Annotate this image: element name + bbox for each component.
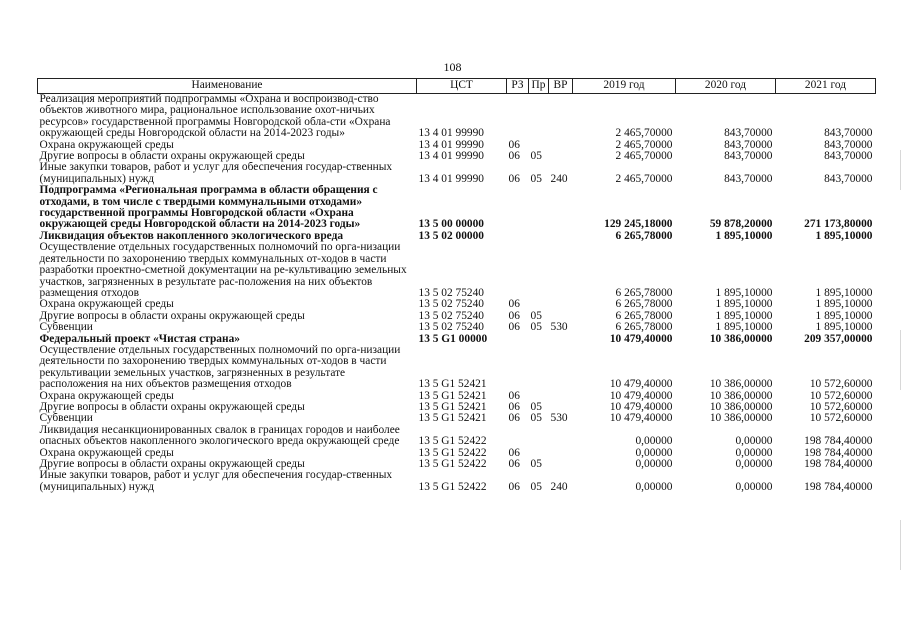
cell-2020: 1 895,10000	[715, 299, 773, 311]
cell-2021: 843,70000	[824, 151, 873, 163]
cell-name: Другие вопросы в области охраны окружающей среды	[39, 401, 305, 413]
cell-pr: 05	[530, 151, 542, 163]
cell-name: Охрана окружающей среды	[39, 447, 174, 459]
cell-name: Субвенции	[39, 413, 93, 425]
table-row	[38, 425, 876, 448]
cell-vr	[549, 425, 573, 448]
cell-cst: 13 5 G1 52422	[418, 447, 487, 459]
cell-name: Охрана окружающей среды	[39, 390, 174, 402]
cell-name: Осуществление отдельных государственных полномочий по орга-низации деятельности по захоронению твердых коммунальных от-ходов в части рекультивации земельных участков, загрязненных в результате расположения на них объектов размещения отходов	[39, 344, 401, 391]
cell-2020: 1 895,10000	[715, 310, 773, 322]
table-row	[38, 459, 876, 470]
cell-cst: 13 5 G1 52421	[418, 413, 487, 425]
cell-cst: 13 5 G1 52421	[418, 401, 487, 413]
cell-2019: 10 479,40000	[609, 390, 673, 402]
cell-cst: 13 5 G1 00000	[418, 333, 488, 345]
cell-2021: 10 572,60000	[809, 390, 873, 402]
cell-vr	[549, 94, 573, 140]
cell-rz: 06	[508, 139, 520, 151]
cell-2019: 10 479,40000	[609, 401, 673, 413]
cell-2020: 843,70000	[724, 127, 773, 140]
cell-vr	[549, 311, 573, 322]
cell-2021: 1 895,10000	[815, 286, 873, 299]
cell-2021: 1 895,10000	[815, 230, 873, 242]
cell-pr	[529, 448, 549, 459]
cell-cst: 13 5 G1 52421	[418, 390, 487, 402]
cell-2019: 2 465,70000	[615, 172, 673, 185]
cell-name: Ликвидация несанкционированных свалок в границах городов и наиболее опасных объектов накопленного экологического вреда окружающей среде	[39, 424, 400, 448]
cell-2020: 0,00000	[735, 447, 773, 459]
cell-cst: 13 5 G1 52422	[418, 480, 487, 493]
cell-name: Иные закупки товаров, работ и услуг для обеспечения государ-ственных (муниципальных) нужд	[39, 162, 393, 185]
cell-2020: 0,00000	[735, 480, 773, 493]
cell-cst: 13 5 02 75240	[418, 299, 484, 311]
cell-cst: 13 4 01 99990	[418, 151, 484, 163]
cell-2021: 843,70000	[824, 139, 873, 151]
table-row	[38, 299, 876, 310]
cell-vr	[549, 185, 573, 231]
cell-2020: 1 895,10000	[715, 322, 773, 334]
table-row	[38, 345, 876, 391]
cell-cst: 13 4 01 99990	[418, 127, 484, 140]
cell-2020: 10 386,00000	[709, 413, 773, 425]
cell-pr	[529, 425, 549, 448]
cell-pr: 05	[530, 172, 542, 185]
cell-2021: 10 572,60000	[809, 401, 873, 413]
table-row	[38, 470, 876, 493]
cell-cst: 13 5 02 75240	[418, 310, 484, 322]
cell-rz: 06	[508, 413, 520, 425]
cell-name: Охрана окружающей среды	[39, 139, 174, 151]
cell-rz: 06	[508, 299, 520, 311]
cell-cst: 13 5 G1 52422	[418, 459, 487, 470]
cell-2020: 10 386,00000	[709, 378, 773, 391]
header-2020: 2020 год	[676, 79, 776, 94]
cell-2021: 198 784,40000	[804, 435, 873, 448]
cell-vr	[549, 299, 573, 310]
cell-2019: 0,00000	[635, 480, 673, 493]
cell-name: Субвенции	[39, 322, 93, 334]
cell-2021: 1 895,10000	[815, 299, 873, 311]
cell-rz: 06	[508, 401, 520, 413]
cell-rz: 06	[508, 447, 520, 459]
cell-2020: 843,70000	[724, 139, 773, 151]
cell-pr	[529, 334, 549, 345]
cell-vr: 240	[550, 480, 568, 493]
cell-pr	[529, 299, 549, 310]
cell-2020: 10 386,00000	[709, 333, 773, 345]
table-row	[38, 94, 876, 140]
cell-vr: 240	[550, 172, 568, 185]
page-number: 108	[443, 60, 462, 74]
cell-pr: 05	[530, 413, 542, 425]
cell-pr	[529, 94, 549, 140]
table-row	[38, 242, 876, 299]
cell-pr	[529, 391, 549, 402]
header-cst: ЦСТ	[417, 79, 507, 94]
cell-2020: 0,00000	[735, 459, 773, 470]
cell-2020: 10 386,00000	[709, 401, 773, 413]
cell-2020: 10 386,00000	[709, 390, 773, 402]
header-vr: ВР	[549, 79, 573, 94]
cell-rz: 06	[508, 172, 520, 185]
cell-name: Реализация мероприятий подпрограммы «Охрана и воспроизвод-ство объектов животного мира, рациональное использование охот-ничьих ресурсов» государственной программы Новгородской обла-сти «Охрана окружающей среды Новгородской области на 2014-2023 годы»	[39, 93, 391, 140]
cell-name: Федеральный проект «Чистая страна»	[39, 333, 240, 345]
cell-vr: 530	[550, 322, 568, 334]
header-pr: Пр	[529, 79, 549, 94]
cell-2020: 1 895,10000	[715, 286, 773, 299]
cell-pr	[529, 185, 549, 231]
table-header-row	[38, 79, 876, 94]
scan-edge-mark	[900, 150, 901, 190]
table-row	[38, 151, 876, 162]
cell-2021: 843,70000	[824, 127, 873, 140]
cell-2020: 843,70000	[724, 151, 773, 163]
cell-2019: 10 479,40000	[609, 333, 673, 345]
cell-rz	[507, 345, 529, 391]
cell-vr	[549, 459, 573, 470]
cell-rz: 06	[508, 310, 520, 322]
cell-name: Иные закупки товаров, работ и услуг для обеспечения государ-ственных (муниципальных) нужд	[39, 470, 393, 493]
cell-cst: 13 5 02 75240	[418, 286, 484, 299]
cell-rz: 06	[508, 480, 520, 493]
cell-rz: 06	[508, 151, 520, 163]
cell-2020: 843,70000	[724, 172, 773, 185]
cell-cst: 13 5 02 75240	[418, 322, 484, 334]
table-row	[38, 391, 876, 402]
cell-cst: 13 4 01 99990	[418, 172, 484, 185]
table-body	[38, 94, 876, 494]
cell-2020: 0,00000	[735, 435, 773, 448]
cell-2019: 0,00000	[635, 459, 673, 470]
cell-2019: 2 465,70000	[615, 127, 673, 140]
cell-2019: 10 479,40000	[609, 413, 673, 425]
cell-vr	[549, 334, 573, 345]
cell-rz: 06	[508, 459, 520, 470]
cell-2021: 1 895,10000	[815, 322, 873, 334]
cell-2019: 6 265,78000	[615, 310, 673, 322]
table-row	[38, 185, 876, 231]
table-row	[38, 311, 876, 322]
header-rz: РЗ	[507, 79, 529, 94]
table-row	[38, 448, 876, 459]
table-row	[38, 334, 876, 345]
cell-2019: 2 465,70000	[615, 151, 673, 163]
cell-pr: 05	[530, 401, 542, 413]
cell-rz	[507, 185, 529, 231]
table-row	[38, 402, 876, 413]
cell-2019: 10 479,40000	[609, 378, 673, 391]
cell-vr	[549, 242, 573, 299]
cell-vr	[549, 391, 573, 402]
cell-rz	[507, 334, 529, 345]
table-row	[38, 162, 876, 185]
cell-2020: 1 895,10000	[715, 230, 773, 242]
cell-vr	[549, 151, 573, 162]
cell-2021: 843,70000	[824, 172, 873, 185]
cell-2019: 0,00000	[635, 435, 673, 448]
cell-pr: 05	[530, 480, 542, 493]
cell-cst: 13 5 02 00000	[418, 230, 484, 242]
cell-2019: 129 245,18000	[604, 218, 673, 231]
cell-2021: 198 784,40000	[804, 447, 873, 459]
cell-2020: 59 878,20000	[709, 218, 773, 231]
cell-pr	[529, 140, 549, 151]
cell-vr	[549, 345, 573, 391]
cell-vr: 530	[550, 413, 568, 425]
cell-name: Другие вопросы в области охраны окружающей среды	[39, 151, 305, 163]
cell-vr	[549, 140, 573, 151]
cell-2021: 198 784,40000	[804, 480, 873, 493]
table-row	[38, 231, 876, 242]
cell-2021: 198 784,40000	[804, 459, 873, 470]
cell-2021: 209 357,00000	[804, 333, 873, 345]
cell-vr	[549, 448, 573, 459]
cell-cst: 13 5 00 00000	[418, 218, 484, 231]
cell-rz	[507, 242, 529, 299]
cell-cst: 13 5 G1 52422	[418, 435, 487, 448]
cell-name: Осуществление отдельных государственных полномочий по орга-низации деятельности по захоронению твердых коммунальных от-ходов в части разработки проектно-сметной документации на ре-культивацию земельных участков, загрязненных в результате рас-положения на них объектов размещения отходов	[39, 242, 407, 299]
cell-vr	[549, 402, 573, 413]
header-2019: 2019 год	[573, 79, 676, 94]
cell-name: Другие вопросы в области охраны окружающей среды	[39, 459, 305, 470]
budget-table	[37, 78, 876, 493]
cell-2019: 6 265,78000	[615, 322, 673, 334]
cell-pr	[529, 242, 549, 299]
cell-pr	[529, 231, 549, 242]
cell-rz: 06	[508, 322, 520, 334]
cell-2021: 1 895,10000	[815, 310, 873, 322]
cell-2019: 0,00000	[635, 447, 673, 459]
table-row	[38, 140, 876, 151]
cell-cst: 13 4 01 99990	[418, 139, 484, 151]
cell-2021: 10 572,60000	[809, 413, 873, 425]
table-row	[38, 413, 876, 424]
cell-rz: 06	[508, 390, 520, 402]
cell-pr: 05	[530, 310, 542, 322]
cell-pr: 05	[530, 322, 542, 334]
cell-cst: 13 5 G1 52421	[418, 378, 487, 391]
cell-2019: 6 265,78000	[615, 230, 673, 242]
cell-rz	[507, 231, 529, 242]
cell-2021: 10 572,60000	[809, 378, 873, 391]
scan-edge-mark	[900, 520, 901, 570]
cell-name: Ликвидация объектов накопленного экологического вреда	[39, 230, 344, 242]
cell-2019: 6 265,78000	[615, 299, 673, 311]
cell-pr	[529, 345, 549, 391]
cell-rz	[507, 94, 529, 140]
header-2021: 2021 год	[776, 79, 876, 94]
cell-name: Другие вопросы в области охраны окружающей среды	[39, 310, 305, 322]
cell-2019: 2 465,70000	[615, 139, 673, 151]
header-name: Наименование	[38, 79, 417, 94]
cell-rz	[507, 425, 529, 448]
cell-vr	[549, 231, 573, 242]
cell-2021: 271 173,80000	[804, 218, 873, 231]
cell-name: Охрана окружающей среды	[39, 299, 174, 311]
cell-2019: 6 265,78000	[615, 286, 673, 299]
cell-name: Подпрограмма «Региональная программа в области обращения с отходами, в том числе с твердыми коммунальными отходами» государственной программы Новгородской области «Охрана окружающей среды Новгородской области на 2014-2023 годы»	[39, 185, 378, 231]
table-row	[38, 322, 876, 333]
scan-edge-mark	[900, 330, 901, 390]
cell-pr: 05	[530, 459, 542, 470]
